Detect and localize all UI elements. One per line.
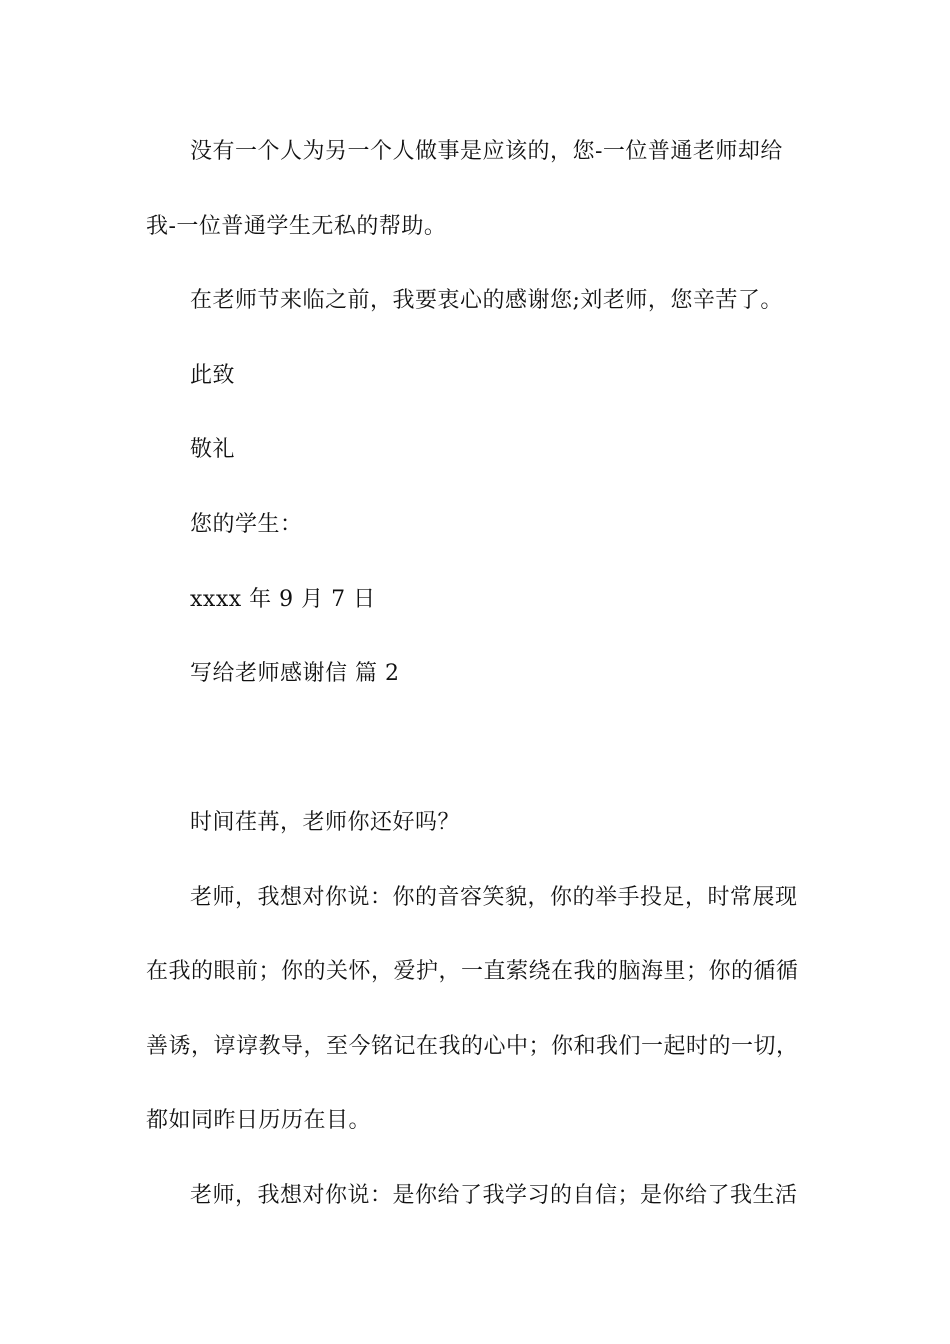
- paragraph-line: 都如同昨日历历在目。: [146, 1108, 372, 1133]
- signature-label: 您的学生：: [190, 512, 303, 537]
- paragraph-line: 老师，我想对你说：你的音容笑貌，你的举手投足，时常展现: [190, 885, 798, 910]
- letter-date: xxxx 年 9 月 7 日: [190, 587, 376, 612]
- paragraph-line: 老师，我想对你说：是你给了我学习的自信；是你给了我生活: [190, 1183, 798, 1208]
- closing-salutation: 此致: [190, 363, 236, 388]
- paragraph-line: 在老师节来临之前，我要衷心的感谢您;刘老师，您辛苦了。: [190, 288, 783, 313]
- paragraph-line: 时间荏苒，老师你还好吗？: [190, 810, 461, 835]
- paragraph-line: 善诱，谆谆教导，至今铭记在我的心中；你和我们一起时的一切，: [146, 1034, 799, 1059]
- section-heading: 写给老师感谢信 篇 2: [190, 661, 400, 686]
- paragraph-line: 没有一个人为另一个人做事是应该的，您-一位普通老师却给: [190, 139, 783, 164]
- paragraph-line: 在我的眼前；你的关怀，爱护，一直萦绕在我的脑海里；你的循循: [146, 959, 799, 984]
- closing-respect: 敬礼: [190, 437, 236, 462]
- paragraph-line: 我-一位普通学生无私的帮助。: [146, 214, 447, 239]
